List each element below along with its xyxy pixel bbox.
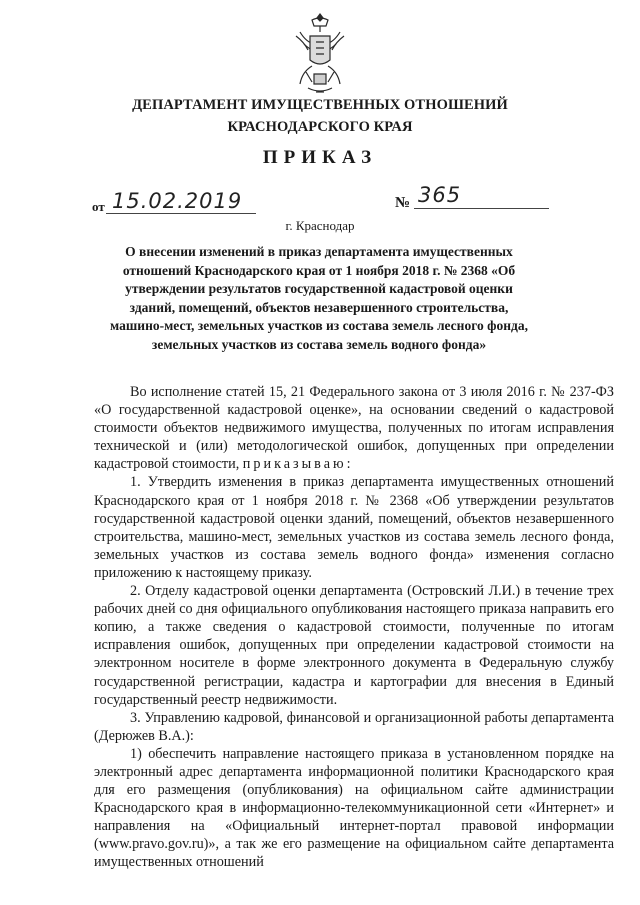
number-label: № [395, 195, 411, 211]
document-type: ПРИКАЗ [262, 147, 378, 168]
item-3-1: 1) обеспечить направление настоящего приказа в установленном порядке на электронный адрес департамента информационной политики Краснодарского края для его размещения (опубликования) на официальном сайте администрации Краснодарского края в информационно-телекоммуникационной сети «Интернет» и направления на «Официальный интернет-портал правовой информации (www.pravo.gov.ru)», а так же его размещение на официальном сайте департамента имущественных отношений [94, 745, 614, 871]
item-1: 1. Утвердить изменения в приказ департамента имущественных отношений Краснодарского края от 1 ноября 2018 г. № 2368 «Об утверждении результатов государственной кадастровой оценки зданий, помещений, объектов незавершенного строительства, машино-мест, земельных участков из состава земель лесного фонда, земельных участков из состава земель водного фонда» изменения согласно приложению к настоящему приказу. [94, 474, 614, 581]
order-body [94, 383, 614, 872]
preamble-paragraph [94, 383, 614, 473]
date-underline [106, 213, 256, 214]
number-underline [414, 208, 549, 209]
number-value: 365 [418, 183, 462, 207]
order-subject: О внесении изменений в приказ департамента имущественных отношений Краснодарского края от 1 ноября 2018 г. № 2368 «Об утверждении результатов государственной кадастровой оценки зданий, помещений, объектов незавершенного строительства, машино-мест, земельных участков из состава земель лесного фонда, земельных участков из состава земель водного фонда» [110, 244, 528, 352]
date-label: от [92, 199, 105, 214]
department-line-2: КРАСНОДАРСКОГО КРАЯ [227, 119, 413, 135]
item-2: 2. Отделу кадастровой оценки департамента (Островский Л.И.) в течение трех рабочих дней со дня официального опубликования настоящего приказа направить его копию, а также сведения о кадастровой стоимости, полученные по итогам исправления ошибок, допущенных при определении кадастровой стоимости на электронном носителе в форме электронного документа в Федеральную службу государственной регистрации, кадастра и картографии для внесения в Единый государственный реестр недвижимости. [94, 583, 614, 708]
department-name [0, 94, 640, 138]
city: г. Краснодар [285, 218, 355, 233]
preamble-text: Во исполнение статей 15, 21 Федерального закона от 3 июля 2016 г. № 237-ФЗ «О государственной кадастровой оценке», на основании сведений о кадастровой стоимости объектов недвижимого имущества, полученных по итогам исправления технической и (или) методологической ошибок, допущенных при определении кадастровой стоимости, [94, 384, 614, 473]
item-3: 3. Управлению кадровой, финансовой и организационной работы департамента (Дерюжев В.А.): [94, 709, 614, 744]
date-value: 15.02.2019 [112, 189, 243, 213]
coat-of-arms-emblem [292, 10, 348, 96]
order-word: приказываю: [242, 456, 354, 473]
department-line-1: ДЕПАРТАМЕНТ ИМУЩЕСТВЕННЫХ ОТНОШЕНИЙ [132, 97, 508, 113]
